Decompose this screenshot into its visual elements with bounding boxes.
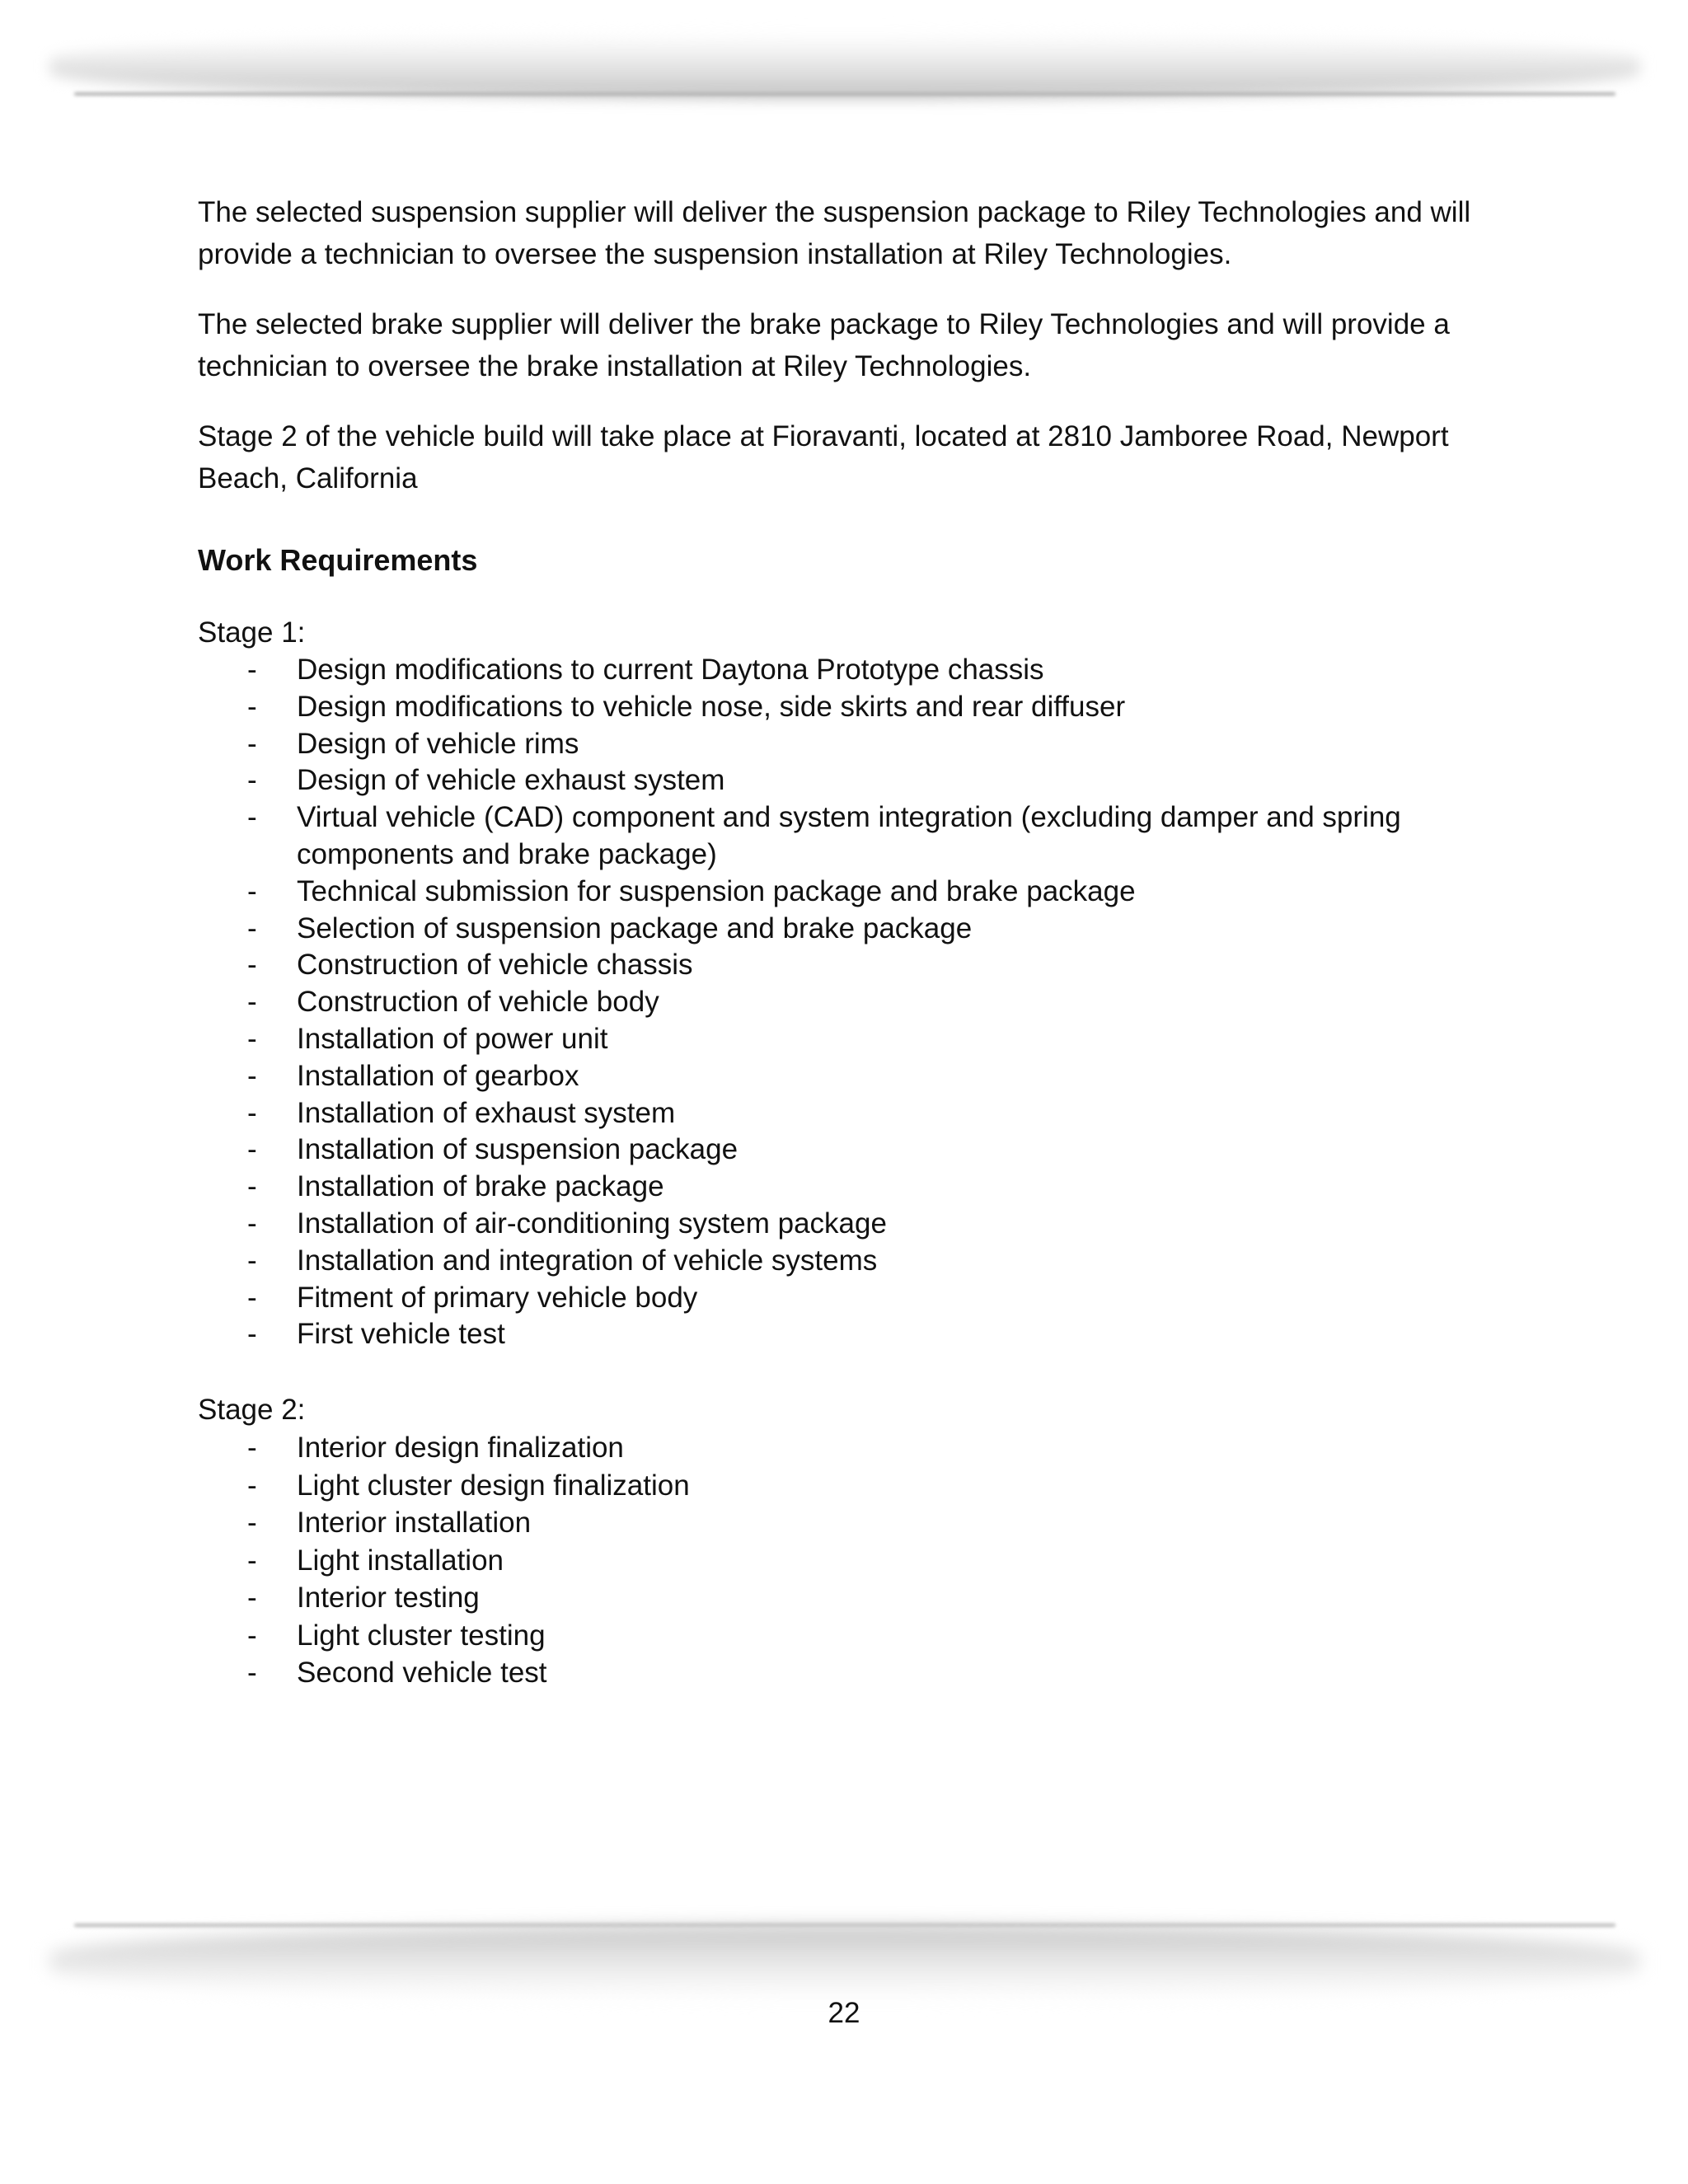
list-item-text: Installation of exhaust system [297, 1096, 676, 1129]
stage1-list-item [198, 874, 1484, 911]
stage2-list-item [198, 1542, 1484, 1580]
list-item-text: Installation of power unit [297, 1022, 608, 1055]
stage1-list-item [198, 1021, 1484, 1058]
bullet-dash: - [247, 1582, 257, 1615]
page-number: 22 [828, 1997, 860, 2029]
bullet-dash: - [247, 949, 257, 982]
list-item-text: Interior design finalization [297, 1432, 624, 1465]
paragraph-brake-supplier: The selected brake supplier will deliver the brake package to Riley Technologies and will provide a technician to oversee the brake installation at Riley Technologies. [198, 308, 1450, 382]
bullet-dash: - [247, 1432, 257, 1465]
list-item-text: Installation of gearbox [297, 1059, 579, 1092]
bullet-dash: - [247, 1469, 257, 1502]
bullet-dash: - [247, 1244, 257, 1277]
document-body [198, 191, 1484, 1692]
stage1-list-item [198, 726, 1484, 763]
page-bottom-shadow [49, 1925, 1640, 1999]
stage1-list-item [198, 1058, 1484, 1095]
list-item-text: Second vehicle test [297, 1657, 547, 1690]
stage1-list-item [198, 762, 1484, 799]
stage1-list-item [198, 1206, 1484, 1243]
paragraph-stage2-location: Stage 2 of the vehicle build will take place at Fioravanti, located at 2810 Jamboree Road, Newport Beach, California [198, 420, 1449, 494]
list-item-text: Selection of suspension package and brake package [297, 912, 973, 944]
bullet-dash: - [247, 690, 257, 723]
bullet-dash: - [247, 1207, 257, 1240]
stage2-list-item [198, 1654, 1484, 1692]
bullet-dash: - [247, 1318, 257, 1351]
list-item-text: Design of vehicle rims [297, 727, 579, 760]
bullet-dash: - [247, 1022, 257, 1055]
stage1-label: Stage 1: [198, 616, 306, 649]
stage1-list-item [198, 652, 1484, 689]
stage2-list-item [198, 1467, 1484, 1505]
list-item-text: Interior installation [297, 1507, 532, 1540]
bullet-dash: - [247, 1281, 257, 1314]
list-item-text: Interior testing [297, 1582, 480, 1615]
stage2-list [198, 1429, 1484, 1692]
stage1-list-item [198, 1280, 1484, 1317]
list-item-text: Construction of vehicle chassis [297, 949, 693, 982]
list-item-text: Installation of air-conditioning system package [297, 1207, 887, 1240]
stage1-list [198, 652, 1484, 1353]
stage2-list-item [198, 1579, 1484, 1617]
list-item-text: Design modifications to vehicle nose, side skirts and rear diffuser [297, 690, 1126, 723]
stage1-list-item [198, 1169, 1484, 1206]
bullet-dash: - [247, 1170, 257, 1203]
stage2-list-item [198, 1504, 1484, 1542]
list-item-text: Installation of suspension package [297, 1133, 738, 1166]
list-item-text: Technical submission for suspension package and brake package [297, 874, 1136, 907]
bullet-dash: - [247, 1059, 257, 1092]
stage1-list-item [198, 1132, 1484, 1169]
bullet-dash: - [247, 1657, 257, 1690]
list-item-text: Design of vehicle exhaust system [297, 764, 725, 797]
stage2-label: Stage 2: [198, 1394, 306, 1427]
bullet-dash: - [247, 1096, 257, 1129]
stage1-section [198, 614, 1484, 1353]
bullet-dash: - [247, 1133, 257, 1166]
list-item-text: Light installation [297, 1544, 504, 1577]
list-item-text: Light cluster design finalization [297, 1469, 690, 1502]
bullet-dash: - [247, 912, 257, 944]
stage1-list-item [198, 799, 1484, 874]
bullet-dash: - [247, 654, 257, 686]
list-item-text: Design modifications to current Daytona Prototype chassis [297, 654, 1044, 686]
bullet-dash: - [247, 1507, 257, 1540]
list-item-text: First vehicle test [297, 1318, 505, 1351]
stage2-section [198, 1391, 1484, 1692]
list-item-text: Light cluster testing [297, 1619, 546, 1652]
stage1-list-item [198, 1243, 1484, 1280]
bullet-dash: - [247, 986, 257, 1019]
stage1-list-item [198, 1095, 1484, 1132]
list-item-text: Construction of vehicle body [297, 986, 659, 1019]
stage1-list-item [198, 947, 1484, 984]
list-item-text: Installation of brake package [297, 1170, 664, 1203]
section-heading-work-requirements: Work Requirements [198, 543, 478, 577]
paragraph-suspension-supplier: The selected suspension supplier will deliver the suspension package to Riley Technologies and will provide a technician to oversee the suspension installation at Riley Technologies. [198, 196, 1471, 270]
stage1-list-item [198, 984, 1484, 1021]
stage2-list-item [198, 1429, 1484, 1467]
bullet-dash: - [247, 874, 257, 907]
page-top-edge [74, 92, 1615, 96]
stage1-list-item [198, 1316, 1484, 1353]
page-top-shadow [49, 33, 1640, 99]
bullet-dash: - [247, 1619, 257, 1652]
bullet-dash: - [247, 727, 257, 760]
bullet-dash: - [247, 1544, 257, 1577]
bullet-dash: - [247, 801, 257, 834]
list-item-text: Installation and integration of vehicle systems [297, 1244, 878, 1277]
stage1-list-item [198, 911, 1484, 948]
stage1-list-item [198, 689, 1484, 726]
stage2-list-item [198, 1617, 1484, 1655]
list-item-text: Fitment of primary vehicle body [297, 1281, 698, 1314]
list-item-text: Virtual vehicle (CAD) component and system integration (excluding damper and spring components and brake package) [297, 801, 1401, 870]
bullet-dash: - [247, 764, 257, 797]
